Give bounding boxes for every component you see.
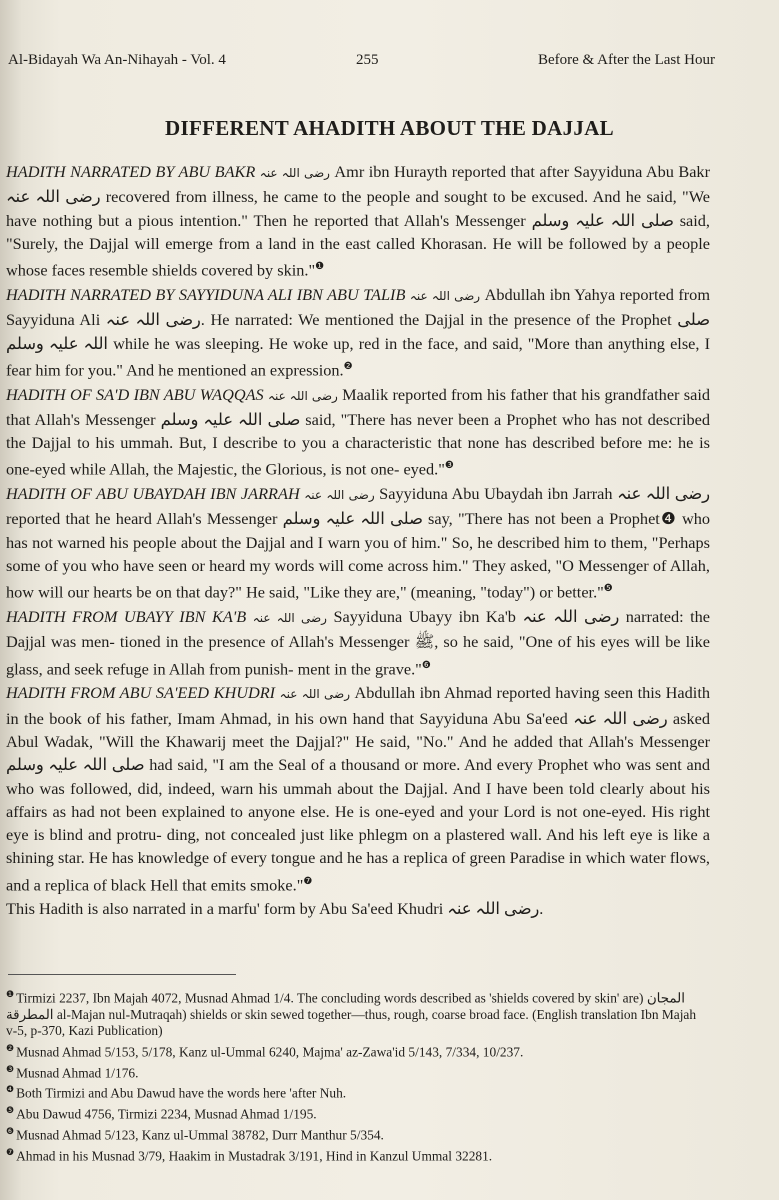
hadith-text: Abdullah ibn Ahmad reported having seen this Hadith in the book of his father, Imam Ahmad, in his own hand that Sayyiduna Abu Sa'eed رضی اللہ عنہ asked Abul Wadak, "Will the Khawarij meet the Dajjal?" He said, "No." And he added that Allah's Messenger صلی اللہ علیہ وسلم had said, "I am the Seal of a thousand or more. And every Prophet who was sent and who was followed, did, indeed, warn his ummah about the Dajjal. And I have been told clearly about his affairs as had not been explained to anyone else. He is one-eyed and your Lord is not one-eyed. His right eye is blind and protru- ding, not concealed just like phlegm on a plastered wall. And his left eye is like a shining star. He has knowledge of every tongue and he has a replica of green Paradise in which water flows, and a replica of black Hell that emits smoke." xyxy=(6,683,711,895)
footnote-marker: ❺ xyxy=(603,583,613,595)
footnote xyxy=(6,1061,710,1082)
footnote-text: Musnad Ahmad 5/123, Kanz ul-Ummal 38782, Durr Manthur 5/354. xyxy=(16,1127,384,1143)
hadith-text: Maalik reported from his father that his grandfather said that Allah's Messenger صلی اللہ علیہ وسلم said, "There has never been a Prophet who has not described the Dajjal to his ummah. But, I describe to you a characteristic that none has described before me: he is one-eyed while Allah, the Majestic, the Glorious, is not one- eyed." xyxy=(6,384,711,479)
hadith-heading: HADITH OF ABU UBAYDAH IBN JARRAH xyxy=(6,484,300,504)
hadith-heading: HADITH NARRATED BY SAYYIDUNA ALI IBN ABU TALIB xyxy=(6,284,406,304)
hadith-text: This Hadith is also narrated in a marfu' form by Abu Sa'eed Khudri رضی اللہ عنہ. xyxy=(6,899,544,919)
honorific: رضی اللہ عنہ xyxy=(279,687,350,702)
footnote-mark: ❺ xyxy=(6,1105,15,1116)
hadith-paragraph xyxy=(6,605,710,680)
hadith-paragraph xyxy=(6,160,710,282)
footnote-mark: ❷ xyxy=(6,1042,15,1053)
footnote-marker: ❻ xyxy=(421,659,431,671)
footnote xyxy=(6,986,710,1040)
hadith-paragraph xyxy=(6,681,710,896)
hadith-heading: HADITH NARRATED BY ABU BAKR xyxy=(6,162,256,181)
hadith-heading: HADITH FROM UBAYY IBN KA'B xyxy=(6,607,247,627)
honorific: رضی اللہ عنہ xyxy=(259,166,330,180)
footnote xyxy=(6,1144,710,1165)
footnote-text: Musnad Ahmad 1/176. xyxy=(16,1065,139,1081)
hadith-text: Sayyiduna Ubayy ibn Ka'b رضی اللہ عنہ narrated: the Dajjal was men- tioned in the presence of Allah's Messenger ﷺ, so he said, "One of his eyes will be like glass, and seek refuge in Allah from punish- ment in the grave." xyxy=(6,607,710,679)
hadith-text: Abdullah ibn Yahya reported from Sayyiduna Ali رضی اللہ عنہ. He narrated: We mentioned the Dajjal in the presence of the Prophet صلی اللہ علیہ وسلم while he was sleeping. He woke up, red in the face, and said, "More than anything else, I fear him for you." And he mentioned an expression. xyxy=(6,284,711,380)
header-section-title: Before & After the Last Hour xyxy=(537,52,715,68)
footnote-divider xyxy=(8,974,236,975)
footnote-text: Musnad Ahmad 5/153, 5/178, Kanz ul-Ummal 6240, Majma' az-Zawa'id 5/143, 7/334, 10/237. xyxy=(16,1044,524,1060)
footnote-marker: ❼ xyxy=(303,875,313,887)
footnote-mark: ❼ xyxy=(6,1147,15,1158)
footnote xyxy=(6,1040,710,1061)
honorific: رضی اللہ عنہ xyxy=(252,611,327,626)
footnote-text: Abu Dawud 4756, Tirmizi 2234, Musnad Ahmad 1/195. xyxy=(16,1106,317,1122)
footnote xyxy=(6,1123,710,1144)
footnote-text: Ahmad in his Musnad 3/79, Haakim in Mustadrak 3/191, Hind in Kanzul Ummal 32281. xyxy=(16,1148,493,1164)
footnote-mark: ❹ xyxy=(6,1084,15,1095)
honorific: رضی اللہ عنہ xyxy=(304,488,375,503)
page-number: 255 xyxy=(356,52,379,68)
footnote-marker: ❸ xyxy=(444,460,454,472)
footnote xyxy=(6,1081,710,1102)
hadith-text: Amr ibn Hurayth reported that after Sayyiduna Abu Bakr رضی اللہ عنہ recovered from illness, he came to the people and sought to be excused. And he said, "We have nothing but a pious intention." Then he reported that Allah's Messenger صلی اللہ علیہ وسلم said, "Surely, the Dajjal will emerge from a land in the east called Khorasan. He will be followed by a people whose faces resemble shields covered by skin." xyxy=(6,162,710,280)
footnote-mark: ❸ xyxy=(6,1063,15,1074)
honorific: رضی اللہ عنہ xyxy=(267,388,338,403)
footnote-text: Tirmizi 2237, Ibn Majah 4072, Musnad Ahmad 1/4. The concluding words described as 'shields covered by skin' are) المجان المطرقة al-Majan nul-Mutraqah) shields or skin sewed together—thus, rough, coarse broad face. (English translation Ibn Majah v-5, p-370, Kazi Publication) xyxy=(6,990,697,1039)
hadith-paragraph xyxy=(6,482,710,604)
footnote-marker: ❶ xyxy=(315,261,325,273)
footnote-mark: ❻ xyxy=(6,1126,15,1137)
footnotes xyxy=(6,986,710,1165)
honorific: رضی اللہ عنہ xyxy=(409,288,481,303)
main-text xyxy=(6,160,710,922)
header-book-title: Al-Bidayah Wa An-Nihayah - Vol. 4 xyxy=(8,52,226,68)
hadith-heading: HADITH OF SA'D IBN ABU WAQQAS xyxy=(6,384,264,404)
hadith-paragraph xyxy=(6,383,710,482)
footnote-marker: ❷ xyxy=(343,360,353,372)
hadith-text: Sayyiduna Abu Ubaydah ibn Jarrah رضی اللہ عنہ reported that he heard Allah's Messenger صلی اللہ علیہ وسلم say, "There has not been a Prophet❹ who has not warned his people about the Dajjal and I warn you of him." So, he described him to them, "Perhaps some of you who have seen or heard my words will come across him." They asked, "O Messenger of Allah, how will our hearts be on that day?" He said, "Like they are," (meaning, "today") or better." xyxy=(6,484,710,602)
footnote-text: Both Tirmizi and Abu Dawud have the words here 'after Nuh. xyxy=(16,1085,347,1101)
hadith-paragraph xyxy=(6,897,710,920)
hadith-heading: HADITH FROM ABU SA'EED KHUDRI xyxy=(6,683,276,703)
running-header xyxy=(8,52,715,69)
footnote xyxy=(6,1102,710,1123)
chapter-title: DIFFERENT AHADITH ABOUT THE DAJJAL xyxy=(165,116,614,140)
footnote-mark: ❶ xyxy=(6,989,15,999)
hadith-paragraph xyxy=(6,283,710,382)
